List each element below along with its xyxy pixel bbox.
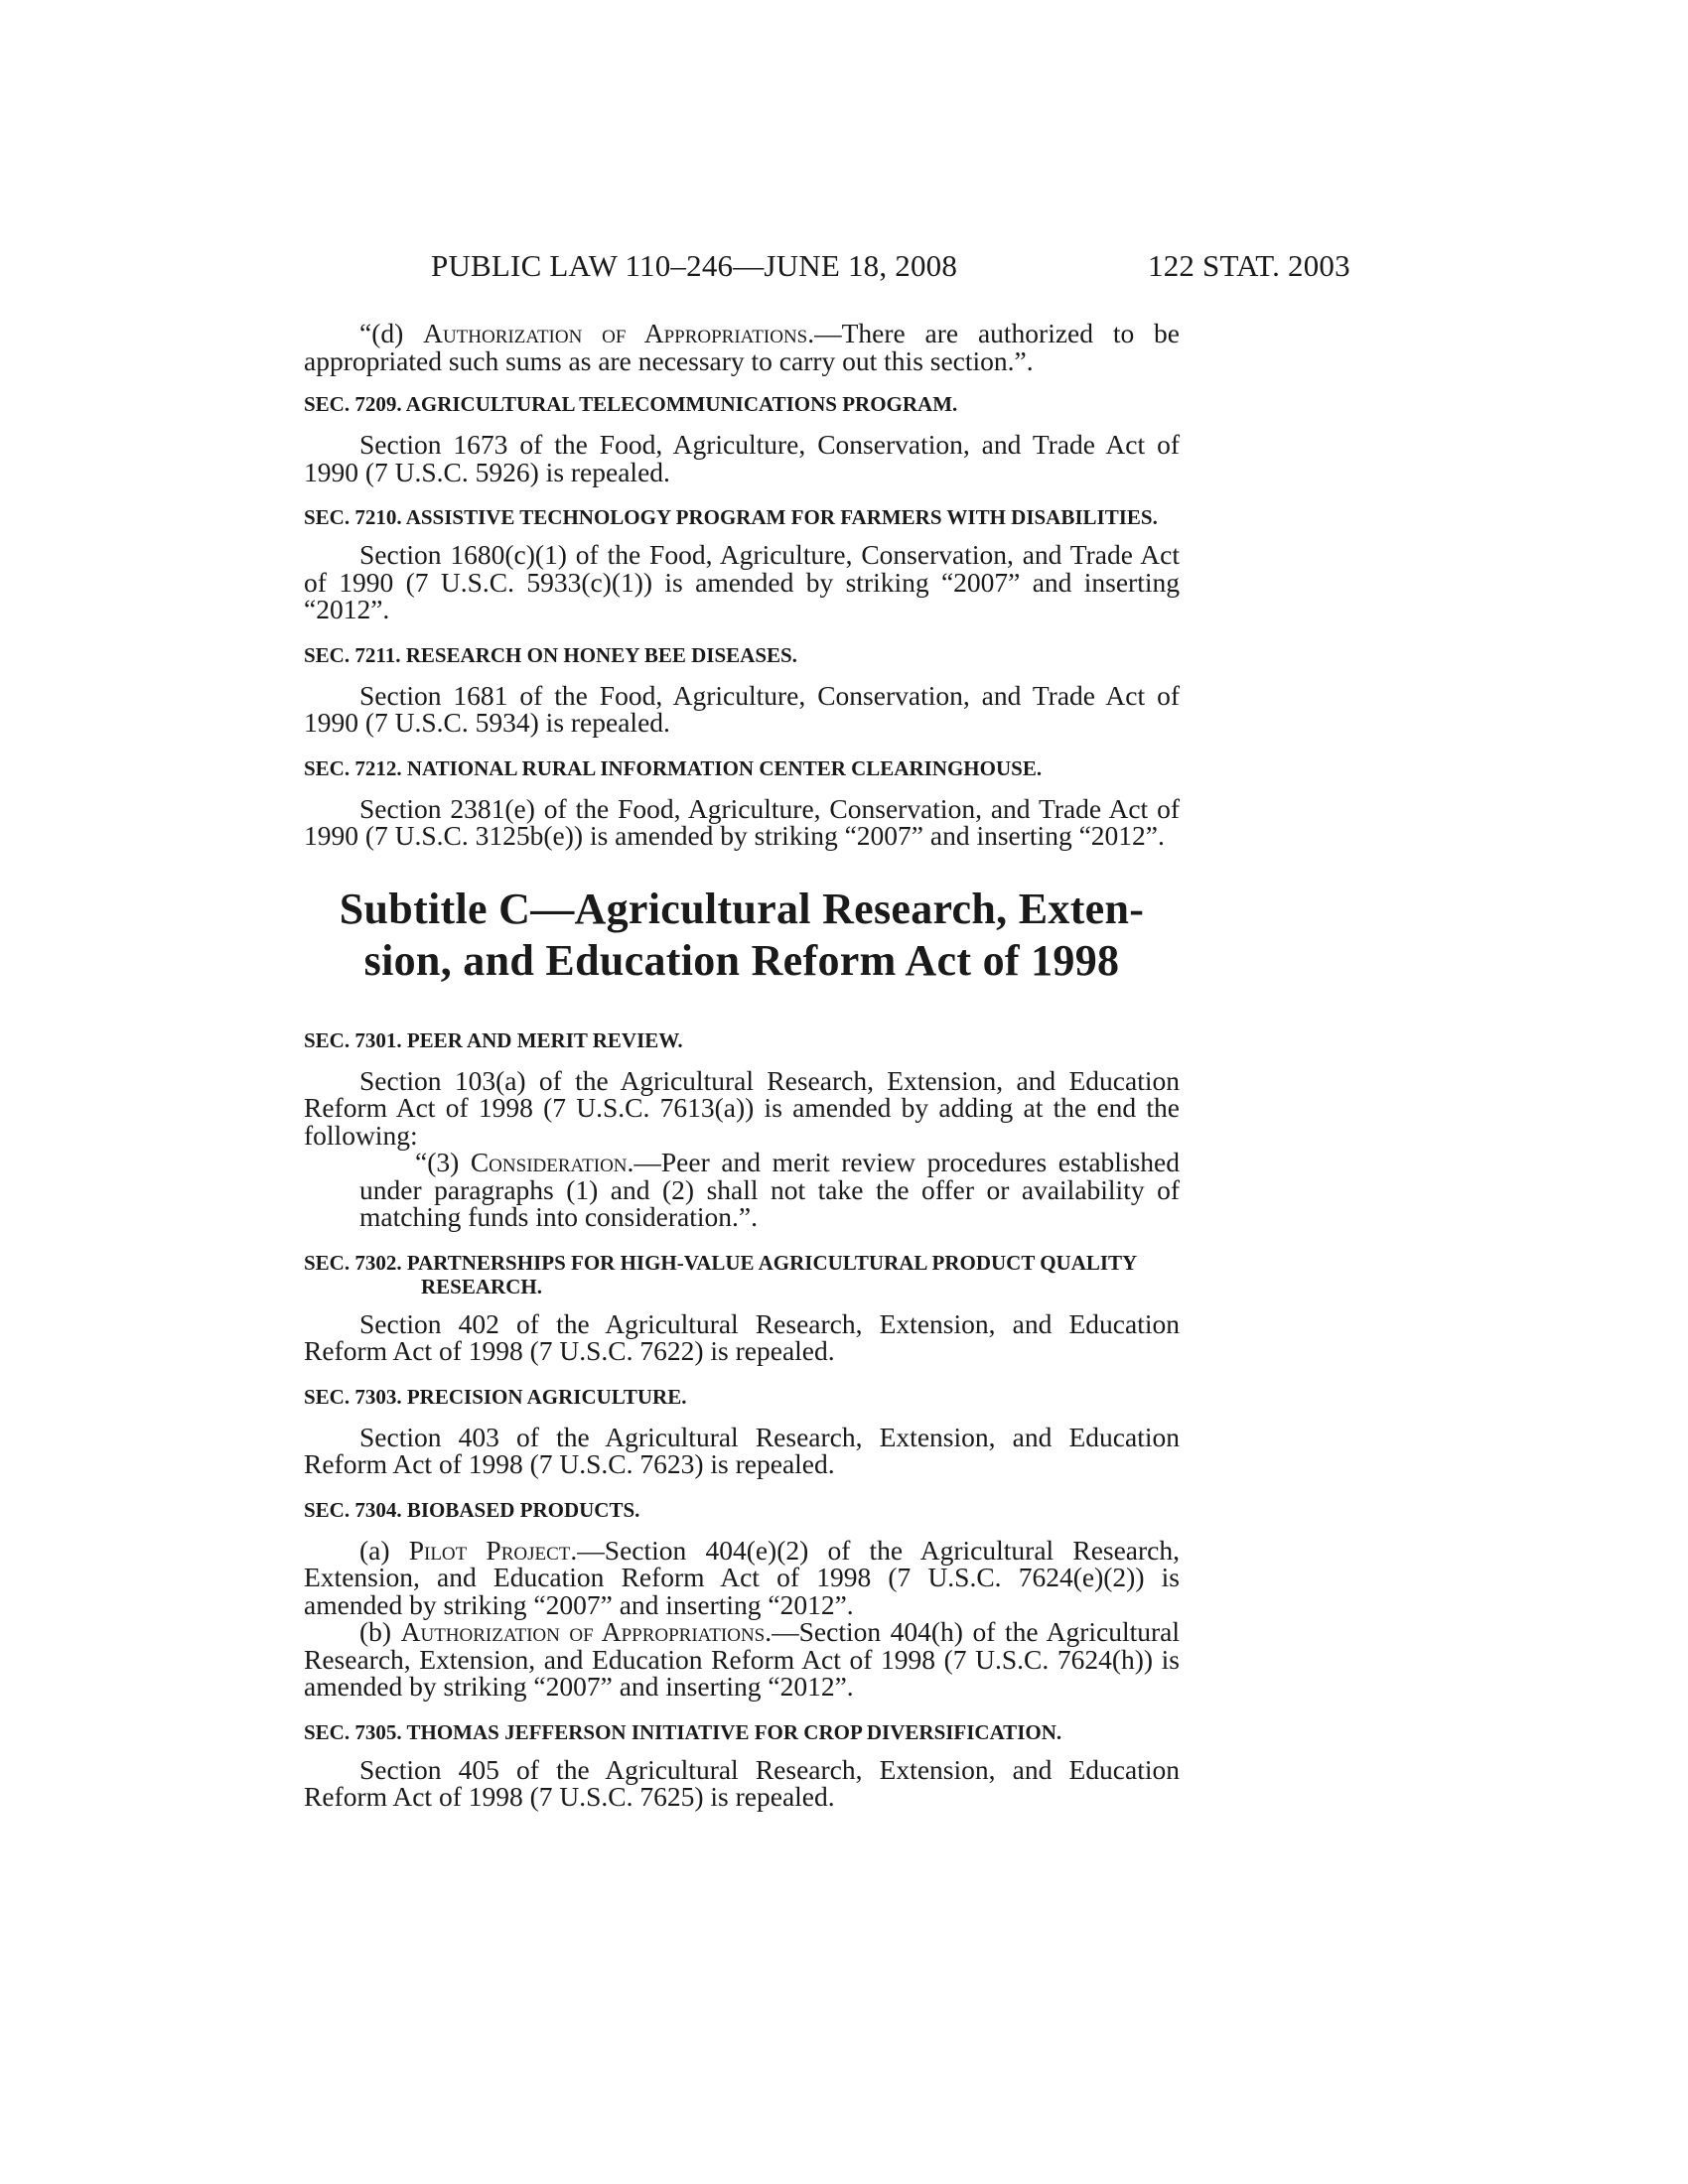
section-7301-body: Section 103(a) of the Agricultural Research, Extension, and Education Reform Act of 1998 (7 U.S.C. 7613(a)) is amended by adding at the end the following: [304, 1064, 1180, 1151]
section-7305-body: Section 405 of the Agricultural Research, Extension, and Education Reform Act of 1998 (7 U.S.C. 7625) is repealed. [304, 1753, 1180, 1812]
section-7304-subsection-b [304, 1618, 1180, 1701]
section-7209-heading: SEC. 7209. AGRICULTURAL TELECOMMUNICATIONS PROGRAM. [304, 392, 958, 416]
section-7212-heading: SEC. 7212. NATIONAL RURAL INFORMATION CENTER CLEARINGHOUSE. [304, 755, 1043, 780]
section-7301-heading: SEC. 7301. PEER AND MERIT REVIEW. [304, 1027, 683, 1052]
paragraph-body: .—There are authorized to be appropriated such sums as are necessary to carry out this section.”. [304, 318, 1180, 376]
quote-body: .—Peer and merit review procedures established under paragraphs (1) and (2) shall not take the offer or availability of matching funds into consideration.”. [359, 1147, 1180, 1232]
quote-heading: Consideration [470, 1147, 628, 1177]
section-7302-heading: SEC. 7302. PARTNERSHIPS FOR HIGH-VALUE AGRICULTURAL PRODUCT QUALITY RESEARCH. [304, 1250, 1137, 1298]
section-7304-subsection-a [304, 1534, 1180, 1620]
section-7211-heading: SEC. 7211. RESEARCH ON HONEY BEE DISEASES. [304, 642, 797, 667]
public-law-title: PUBLIC LAW 110–246—JUNE 18, 2008 [431, 248, 958, 283]
quote-open: “(3) [415, 1147, 471, 1177]
section-7303-heading: SEC. 7303. PRECISION AGRICULTURE. [304, 1384, 687, 1409]
section-7301-quoted-paragraph [359, 1149, 1180, 1231]
section-7304-heading: SEC. 7304. BIOBASED PRODUCTS. [304, 1497, 640, 1522]
paragraph-open: “(d) [359, 318, 424, 348]
section-7303-body: Section 403 of the Agricultural Research, Extension, and Education Reform Act of 1998 (7 U.S.C. 7623) is repealed. [304, 1421, 1180, 1479]
subsection-a-heading: Pilot Project [408, 1534, 571, 1566]
subtitle-line-1: Subtitle C—Agricultural Research, Exten- [339, 884, 1145, 933]
subtitle-c-heading [304, 884, 1180, 987]
subtitle-line-2: sion, and Education Reform Act of 1998 [363, 935, 1120, 985]
section-7210-body: Section 1680(c)(1) of the Food, Agriculture, Conservation, and Trade Act of 1990 (7 U.S.C. 5933(c)(1)) is amended by striking “2007” and inserting “2012”. [304, 539, 1180, 624]
section-7209-body: Section 1673 of the Food, Agriculture, Conservation, and Trade Act of 1990 (7 U.S.C. 5926) is repealed. [304, 429, 1180, 487]
subsection-b-open: (b) [359, 1616, 401, 1647]
authorization-paragraph [304, 320, 1180, 374]
section-7211-body: Section 1681 of the Food, Agriculture, Conservation, and Trade Act of 1990 (7 U.S.C. 5934) is repealed. [304, 679, 1180, 738]
subsection-b-heading: Authorization of Appropriations [400, 1616, 766, 1647]
body-column [304, 320, 1180, 1811]
subsection-a-open: (a) [359, 1534, 409, 1566]
subsection-b-body: .—Section 404(h) of the Agricultural Research, Extension, and Education Reform Act of 1998 (7 U.S.C. 7624(h)) is amended by striking “2007” and inserting “2012”. [304, 1616, 1180, 1702]
section-7210-heading: SEC. 7210. ASSISTIVE TECHNOLOGY PROGRAM FOR FARMERS WITH DISABILITIES. [304, 505, 1158, 529]
statute-page-number: 122 STAT. 2003 [1148, 248, 1350, 283]
section-7305-heading: SEC. 7305. THOMAS JEFFERSON INITIATIVE FOR CROP DIVERSIFICATION. [304, 1719, 1062, 1744]
running-head [0, 248, 1688, 288]
paragraph-heading: Authorization of Appropriations [423, 318, 808, 348]
section-7212-body: Section 2381(e) of the Food, Agriculture, Conservation, and Trade Act of 1990 (7 U.S.C. 3125b(e)) is amended by striking “2007” and inserting “2012”. [304, 792, 1180, 851]
subsection-a-body: .—Section 404(e)(2) of the Agricultural Research, Extension, and Education Reform Act of 1998 (7 U.S.C. 7624(e)(2)) is amended by striking “2007” and inserting “2012”. [304, 1534, 1180, 1620]
section-7302-body: Section 402 of the Agricultural Research, Extension, and Education Reform Act of 1998 (7 U.S.C. 7622) is repealed. [304, 1307, 1180, 1366]
